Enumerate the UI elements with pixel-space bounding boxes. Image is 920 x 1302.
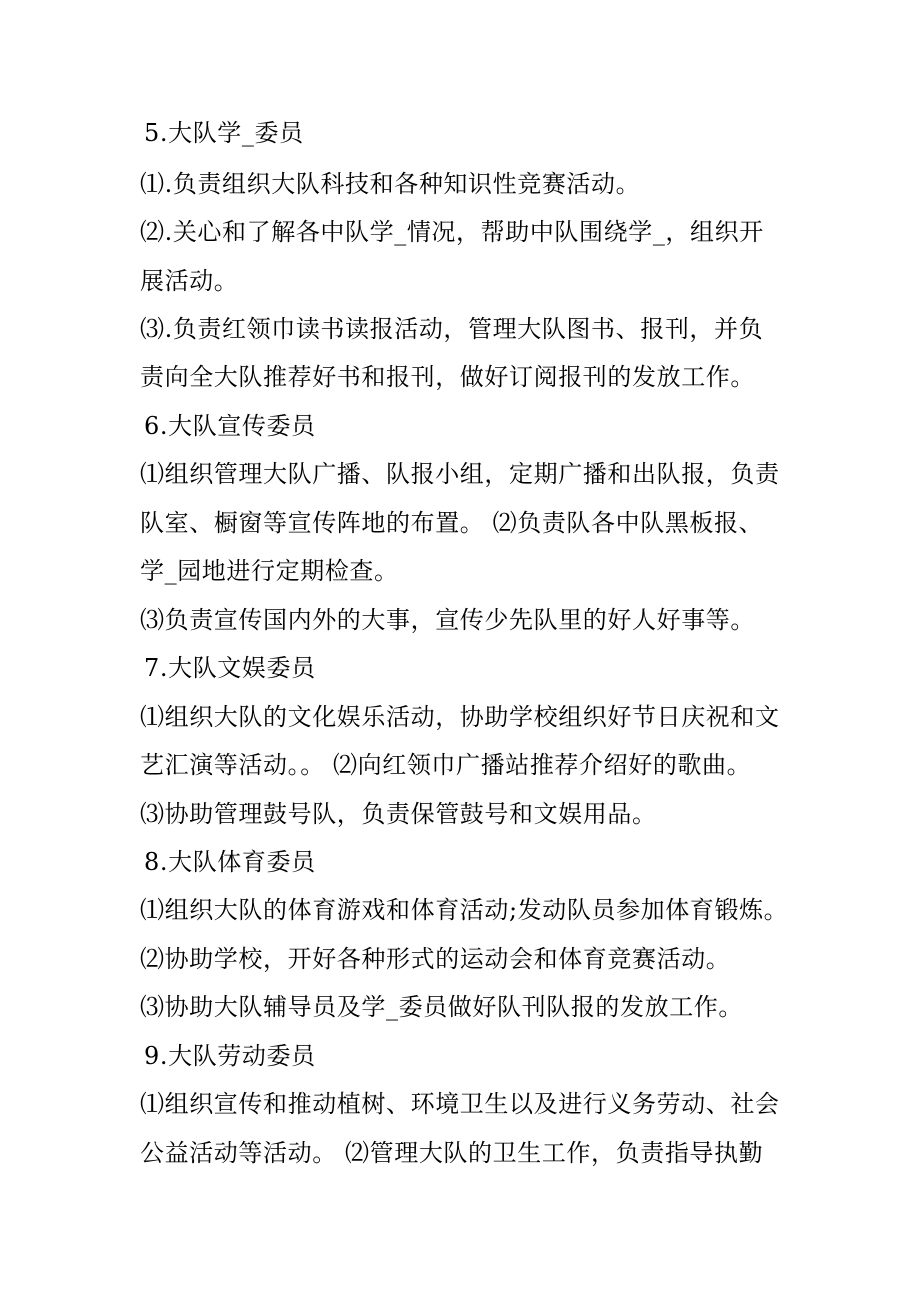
section-heading-8: 8.大队体育委员 [144,848,316,876]
paragraph-line: ⑶.负责红领巾读书读报活动，管理大队图书、报刊，并负 [140,315,764,343]
paragraph-line: 艺汇演等活动。。 ⑵向红领巾广播站推荐介绍好的歌曲。 [140,751,752,779]
paragraph-line: 责向全大队推荐好书和报刊，做好订阅报刊的发放工作。 [140,363,755,391]
section-heading-9: 9.大队劳动委员 [144,1042,316,1070]
paragraph-line: ⑴组织管理大队广播、队报小组，定期广播和出队报，负责 [140,460,780,488]
paragraph-line: ⑴.负责组织大队科技和各种知识性竞赛活动。 [140,170,641,198]
paragraph-line: ⑴组织大队的体育游戏和体育活动;发动队员参加体育锻炼。 [140,896,789,924]
paragraph-line: 队室、橱窗等宣传阵地的布置。 ⑵负责队各中队黑板报、 [140,509,764,537]
paragraph-line: 公益活动等活动。 ⑵管理大队的卫生工作，负责指导执勤 [140,1139,764,1167]
paragraph-line: ⑶负责宣传国内外的大事，宣传少先队里的好人好事等。 [140,606,755,634]
paragraph-line: ⑶协助管理鼓号队，负责保管鼓号和文娱用品。 [140,800,657,828]
paragraph-line: ⑴组织大队的文化娱乐活动，协助学校组织好节日庆祝和文 [140,703,780,731]
section-heading-7: 7.大队文娱委员 [144,654,316,682]
section-heading-5: 5.大队学_委员 [144,119,304,147]
paragraph-line: ⑶协助大队辅导员及学_委员做好队刊队报的发放工作。 [140,993,743,1021]
paragraph-line: ⑵.关心和了解各中队学_情况，帮助中队围绕学_，组织开 [140,218,764,246]
paragraph-line: ⑵协助学校，开好各种形式的运动会和体育竞赛活动。 [140,945,731,973]
paragraph-line: 学_园地进行定期检查。 [140,557,399,585]
paragraph-line: 展活动。 [140,267,239,295]
section-heading-6: 6.大队宣传委员 [144,412,316,440]
paragraph-line: ⑴组织宣传和推动植树、环境卫生以及进行义务劳动、社会 [140,1090,780,1118]
